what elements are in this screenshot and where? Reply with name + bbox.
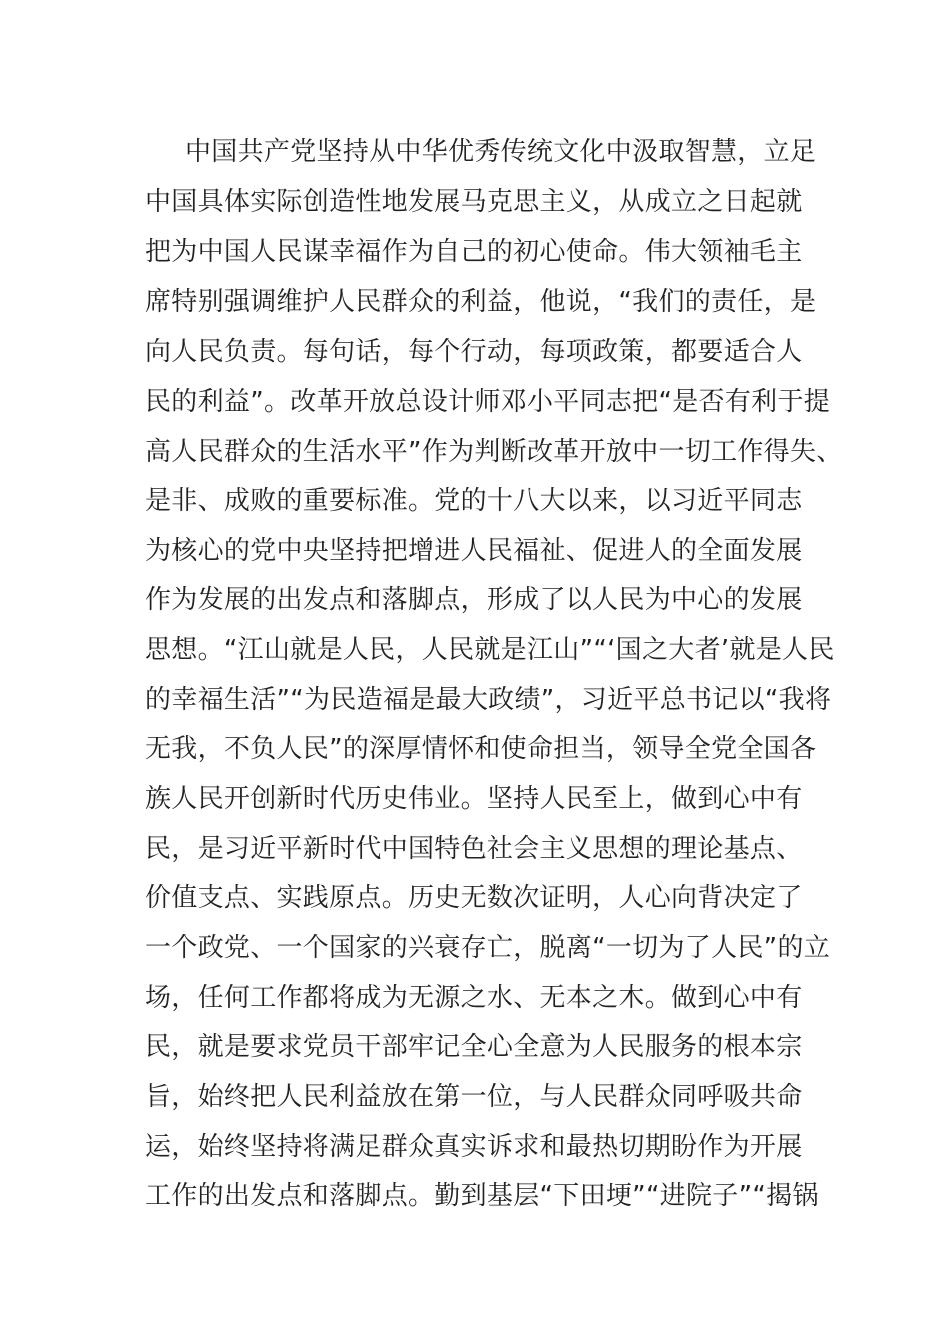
paragraph-line: 高人民群众的生活水平”作为判断改革开放中一切工作得失、 (145, 437, 843, 467)
paragraph-line: 民，就是要求党员干部牢记全心全意为人民服务的根本宗 (145, 1032, 803, 1062)
paragraph-line: 中国共产党坚持从中华优秀传统文化中汲取智慧，立足 (185, 137, 817, 167)
paragraph-line: 思想。“江山就是人民，人民就是江山”“‘国之大者’就是人民 (145, 635, 835, 665)
paragraph-line: 族人民开创新时代历史伟业。坚持人民至上，做到心中有 (145, 784, 803, 814)
paragraph-line: 的幸福生活”“为民造福是最大政绩”，习近平总书记以“我将 (145, 685, 832, 715)
paragraph-line: 向人民负责。每句话，每个行动，每项政策，都要适合人 (145, 337, 803, 367)
paragraph-line: 旨，始终把人民利益放在第一位，与人民群众同呼吸共命 (145, 1082, 803, 1112)
paragraph-line: 中国具体实际创造性地发展马克思主义，从成立之日起就 (145, 187, 803, 217)
paragraph-line: 民的利益”。改革开放总设计师邓小平同志把“是否有利于提 (145, 387, 831, 417)
paragraph-line: 为核心的党中央坚持把增进人民福祉、促进人的全面发展 (145, 536, 803, 566)
paragraph-line: 一个政党、一个国家的兴衰存亡，脱离“一切为了人民”的立 (145, 933, 831, 963)
paragraph-line: 作为发展的出发点和落脚点，形成了以人民为中心的发展 (145, 585, 803, 615)
paragraph-line: 运，始终坚持将满足群众真实诉求和最热切期盼作为开展 (145, 1132, 803, 1162)
paragraph-line: 场，任何工作都将成为无源之水、无本之木。做到心中有 (145, 983, 803, 1013)
paragraph-line: 民，是习近平新时代中国特色社会主义思想的理论基点、 (145, 834, 803, 864)
paragraph-line: 席特别强调维护人民群众的利益，他说，“我们的责任，是 (145, 287, 817, 317)
paragraph-line: 是非、成败的重要标准。党的十八大以来，以习近平同志 (145, 486, 803, 516)
paragraph-line: 价值支点、实践原点。历史无数次证明，人心向背决定了 (145, 883, 803, 913)
paragraph-line: 工作的出发点和落脚点。勤到基层“下田埂”“进院子”“揭锅 (145, 1181, 819, 1211)
paragraph-line: 无我，不负人民”的深厚情怀和使命担当，领导全党全国各 (145, 734, 817, 764)
paragraph-line: 把为中国人民谋幸福作为自己的初心使命。伟大领袖毛主 (145, 237, 803, 267)
